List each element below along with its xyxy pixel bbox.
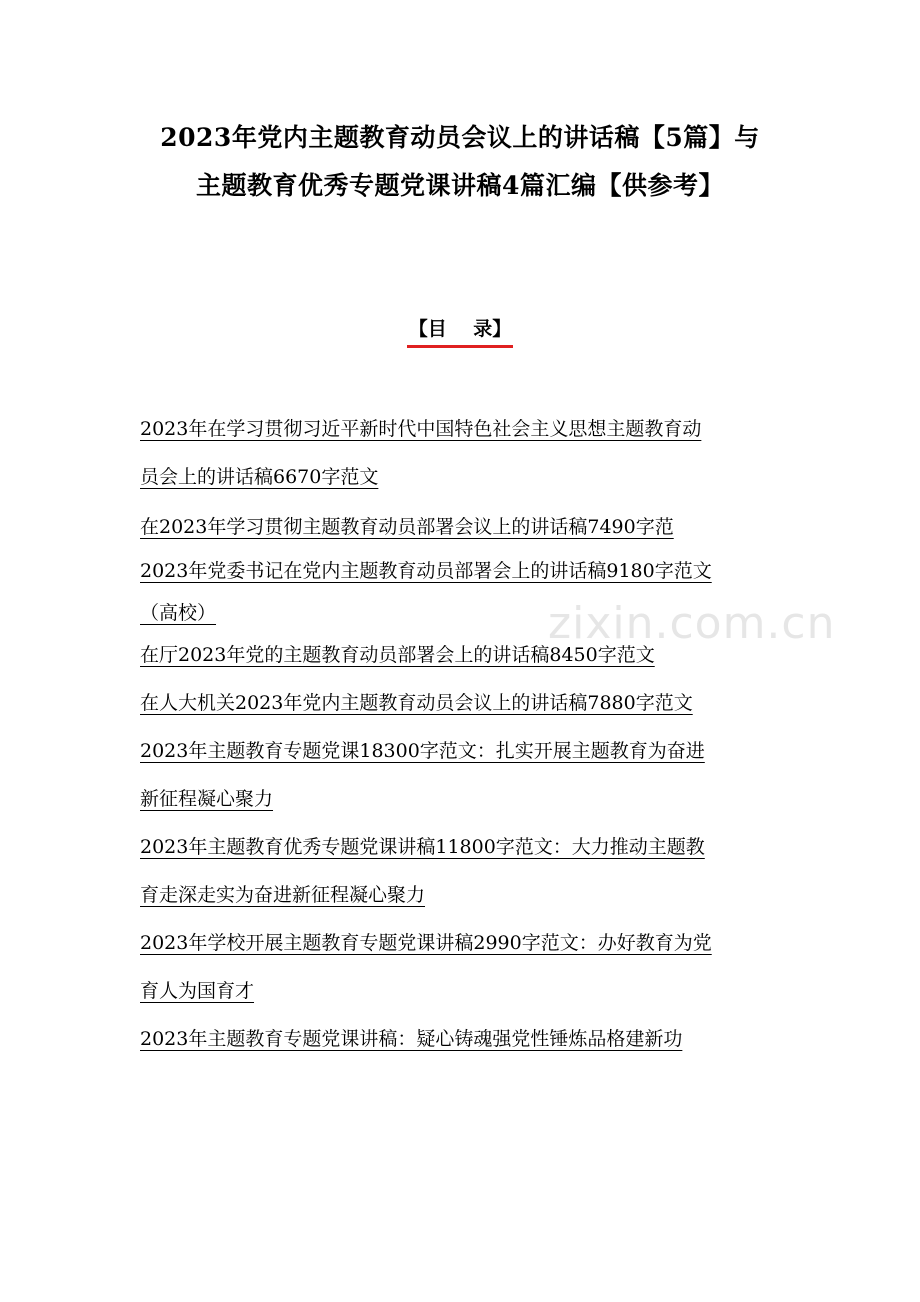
watermark: zixin.com.cn	[548, 598, 836, 649]
document-title-line-2: 主题教育优秀专题党课讲稿4篇汇编【供参考】	[196, 171, 724, 200]
toc-link-6-line-1[interactable]: 2023年主题教育专题党课18300字范文：扎实开展主题教育为奋进	[140, 740, 705, 762]
toc-link-7-line-1[interactable]: 2023年主题教育优秀专题党课讲稿11800字范文：大力推动主题教	[140, 836, 705, 858]
toc-link-3-line-1[interactable]: 2023年党委书记在党内主题教育动员部署会上的讲话稿9180字范文	[140, 560, 712, 582]
toc-link-8-line-2[interactable]: 育人为国育才	[140, 980, 255, 1002]
toc-link-9[interactable]: 2023年主题教育专题党课讲稿：疑心铸魂强党性锤炼品格建新功	[140, 1028, 683, 1050]
toc-heading	[0, 314, 920, 348]
document-title-line-1: 2023年党内主题教育动员会议上的讲话稿【5篇】与	[160, 123, 760, 152]
toc-link-4[interactable]: 在厅2023年党的主题教育动员部署会上的讲话稿8450字范文	[140, 644, 655, 666]
toc-link-7-line-2[interactable]: 育走深走实为奋进新征程凝心聚力	[140, 884, 426, 906]
toc-link-5[interactable]: 在人大机关2023年党内主题教育动员会议上的讲话稿7880字范文	[140, 692, 693, 714]
toc-link-6-line-2[interactable]: 新征程凝心聚力	[140, 788, 274, 810]
toc-link-8-line-1[interactable]: 2023年学校开展主题教育专题党课讲稿2990字范文：办好教育为党	[140, 932, 712, 954]
toc-link-3-line-2[interactable]: （高校）	[140, 602, 217, 624]
toc-heading-text: 【目 录】	[407, 314, 513, 348]
toc-link-2[interactable]: 在2023年学习贯彻主题教育动员部署会议上的讲话稿7490字范	[140, 516, 674, 538]
toc-link-1-line-2[interactable]: 员会上的讲话稿6670字范文	[140, 466, 379, 488]
toc-link-1-line-1[interactable]: 2023年在学习贯彻习近平新时代中国特色社会主义思想主题教育动	[140, 418, 702, 440]
